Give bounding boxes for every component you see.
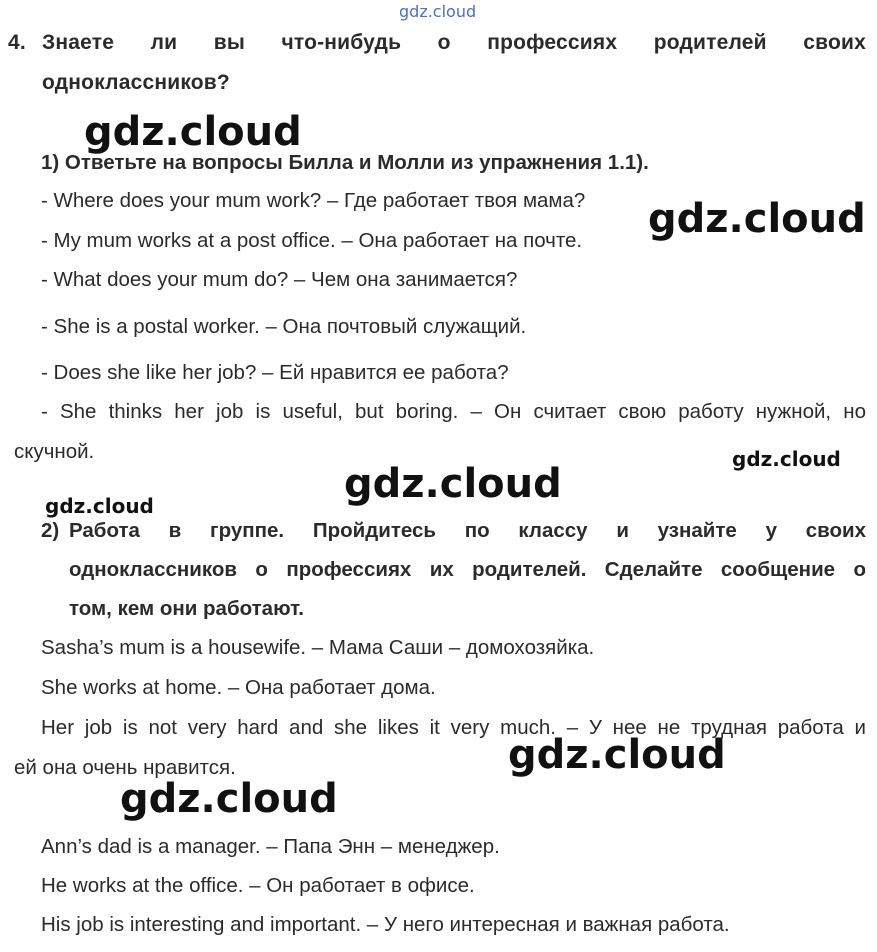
- part1-line: - She thinks her job is useful, but boring. – Он считает свою работу нужной, но: [41, 400, 866, 423]
- part2-line: Her job is not very hard and she likes it very much. – У нее не трудная работа и: [41, 716, 866, 739]
- watermark-top: gdz.cloud: [399, 2, 477, 21]
- part2-line: Ann’s dad is a manager. – Папа Энн – менеджер.: [41, 835, 500, 858]
- watermark-3: gdz.cloud: [732, 447, 841, 471]
- part1-line: - She is a postal worker. – Она почтовый служащий.: [41, 315, 527, 338]
- watermark-6: gdz.cloud: [508, 732, 726, 778]
- watermark-1: gdz.cloud: [84, 109, 302, 155]
- watermark-7: gdz.cloud: [120, 776, 338, 822]
- task-number: 4.: [8, 31, 26, 54]
- part2-number: 2): [41, 519, 60, 542]
- part2-line: ей она очень нравится.: [14, 756, 236, 779]
- watermark-5: gdz.cloud: [45, 494, 154, 518]
- part1-line: скучной.: [14, 440, 95, 463]
- part1-line: - Does she like her job? – Ей нравится ее работа?: [41, 361, 509, 384]
- part2-line: He works at the office. – Он работает в офисе.: [41, 874, 475, 897]
- part2-line: She works at home. – Она работает дома.: [41, 676, 436, 699]
- part1-heading: 1) Ответьте на вопросы Билла и Молли из упражнения 1.1).: [41, 151, 649, 174]
- part1-line: - Where does your mum work? – Где работает твоя мама?: [41, 189, 586, 212]
- watermark-4: gdz.cloud: [344, 461, 562, 507]
- part2-line: Sasha’s mum is a housewife. – Мама Саши – домохозяйка.: [41, 636, 595, 659]
- part2-heading-line3: том, кем они работают.: [69, 597, 304, 620]
- part1-line: - What does your mum do? – Чем она занимается?: [41, 268, 518, 291]
- part2-line: His job is interesting and important. – У него интересная и важная работа.: [41, 913, 730, 936]
- part2-heading-line2: одноклассников о профессиях их родителей. Сделайте сообщение о: [69, 558, 866, 581]
- watermark-2: gdz.cloud: [648, 196, 866, 242]
- part2-heading-line1: Работа в группе. Пройдитесь по классу и узнайте у своих: [69, 519, 866, 542]
- task-title-line1: Знаете ли вы что-нибудь о профессиях родителей своих: [42, 31, 866, 54]
- task-title-line2: одноклассников?: [42, 71, 230, 94]
- part1-line: - My mum works at a post office. – Она работает на почте.: [41, 229, 583, 252]
